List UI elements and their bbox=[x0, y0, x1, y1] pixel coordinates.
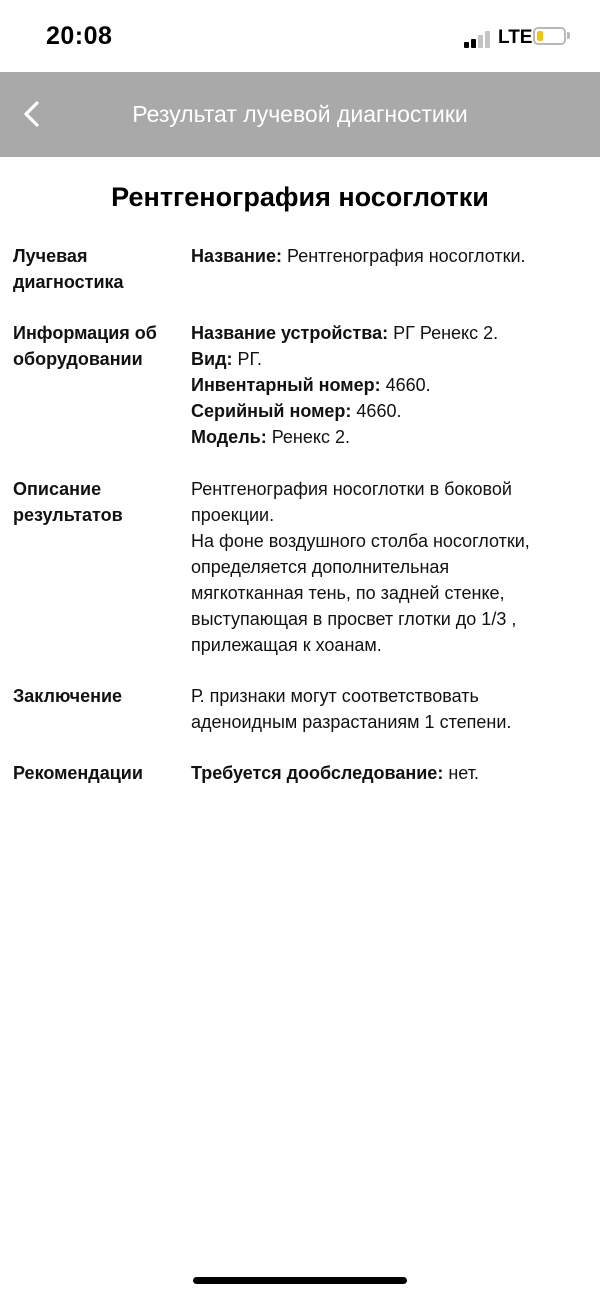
network-type: LTE bbox=[498, 27, 533, 48]
field-key: Инвентарный номер: bbox=[191, 375, 381, 395]
section-value bbox=[191, 476, 591, 658]
text-line: выступающая в просвет глотки до 1/3 , bbox=[191, 609, 517, 629]
nav-bar bbox=[0, 72, 600, 157]
field-key: Модель: bbox=[191, 427, 267, 447]
section-label: Рекомендации bbox=[13, 763, 143, 783]
field-value: 4660. bbox=[385, 375, 431, 395]
nav-title: Результат лучевой диагностики bbox=[132, 101, 468, 127]
status-bar bbox=[0, 0, 600, 72]
field-key: Название: bbox=[191, 246, 282, 266]
field-value: Ренекс 2. bbox=[271, 427, 350, 447]
text-line: проекции. bbox=[191, 505, 275, 525]
signal-strength-icon bbox=[464, 30, 492, 48]
section-value bbox=[191, 683, 591, 735]
field-key: Вид: bbox=[191, 349, 233, 369]
field-value: РГ Ренекс 2. bbox=[393, 323, 499, 343]
field-value: РГ. bbox=[237, 349, 263, 369]
field-value: Рентгенография носоглотки. bbox=[286, 246, 526, 266]
back-button[interactable] bbox=[14, 94, 54, 134]
chevron-left-icon bbox=[14, 94, 54, 134]
field-key: Серийный номер: bbox=[191, 401, 352, 421]
section-label: Лучевая диагностика bbox=[13, 246, 124, 292]
text-line: Рентгенография носоглотки в боковой bbox=[191, 479, 512, 499]
text-line: аденоидным разрастаниям 1 степени. bbox=[191, 712, 512, 732]
status-time: 20:08 bbox=[46, 22, 113, 50]
section-label: Информация об оборудовании bbox=[13, 323, 157, 369]
battery-cap bbox=[567, 32, 570, 39]
text-line: определяется дополнительная bbox=[191, 557, 450, 577]
page-title: Рентгенография носоглотки bbox=[111, 182, 489, 212]
section-value bbox=[191, 243, 591, 269]
section-value bbox=[191, 320, 591, 450]
section-value bbox=[191, 760, 591, 786]
section-label: Заключение bbox=[13, 686, 123, 706]
field-key: Требуется дообследование: bbox=[191, 763, 444, 783]
battery-icon bbox=[533, 27, 566, 45]
battery-level bbox=[537, 31, 543, 41]
text-line: На фоне воздушного столба носоглотки, bbox=[191, 531, 530, 551]
section-label: Описание результатов bbox=[13, 479, 123, 525]
text-line: прилежащая к хоанам. bbox=[191, 635, 382, 655]
text-line: Р. признаки могут соответствовать bbox=[191, 686, 479, 706]
field-key: Название устройства: bbox=[191, 323, 389, 343]
field-value: 4660. bbox=[356, 401, 402, 421]
field-value: нет. bbox=[448, 763, 479, 783]
text-line: мягкотканная тень, по задней стенке, bbox=[191, 583, 505, 603]
home-indicator[interactable] bbox=[193, 1277, 407, 1284]
